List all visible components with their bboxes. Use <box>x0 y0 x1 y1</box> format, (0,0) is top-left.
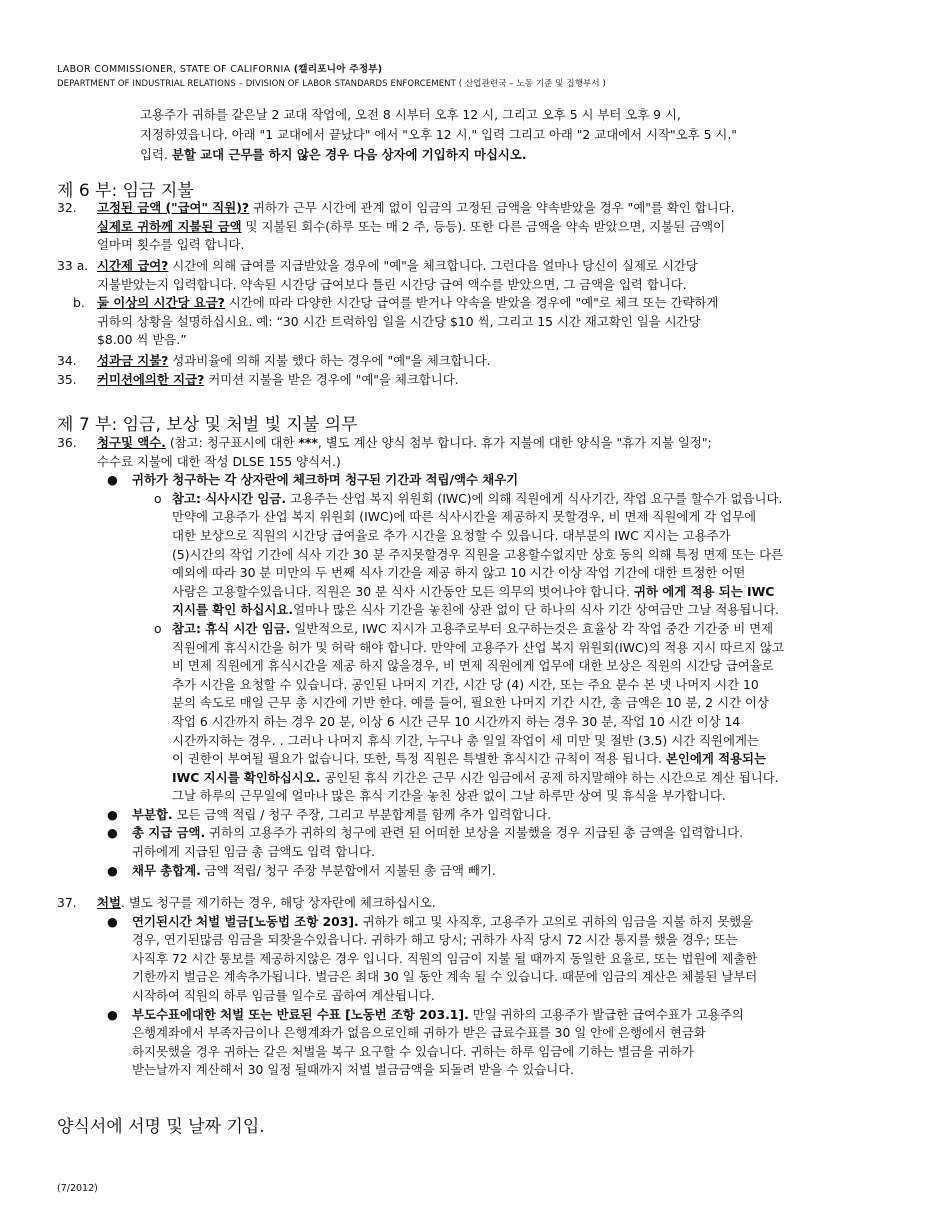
bullet-text: 귀하의 고용주가 귀하의 청구에 관련 된 어떠한 보상을 지불했을 경우 지급된 총 금액을 입력합니다. <box>205 825 744 841</box>
item-35 <box>57 371 907 390</box>
item-text: 시간에 따라 다양한 시간당 급여를 받거나 약속을 받았을 경우에 "예"로 체크 또는 간략하게 <box>224 295 719 310</box>
sub-item-text: 예외에 따라 30 분 미만의 두 번째 식사 기간을 제공 하지 않고 10 시간 이상 작업 기간에 대한 트정한 어떤 <box>172 565 746 581</box>
bullet-label: 연기된시간 처벌 벌금[노동법 조항 203]. <box>132 913 359 929</box>
sub-item-text: 얼마나 많은 식사 기간을 놓친에 상관 없이 단 하나의 식사 기간 상여금만 그날 적용됩니다. <box>293 602 780 618</box>
item-text: . 별도 청구를 제기하는 경우, 해당 상자란에 체크하십시오. <box>120 895 436 910</box>
bullet-text: 귀하가 해고 및 사직후, 고용주가 고의로 귀하의 임금을 지불 하지 못했을 <box>358 913 754 929</box>
revision-date: (7/2012) <box>57 1183 98 1194</box>
item-number: b. <box>73 295 85 310</box>
sub-item-text: 시간까지하는 경우. . 그러나 나머지 휴식 기간, 누구나 총 일일 작업이 세 미만 및 절반 (3.5) 시간 직원에게는 <box>172 732 759 748</box>
circle-bullet-icon: o <box>154 490 162 506</box>
sub-item-text: 공인된 휴식 기간은 근무 시간 임금에서 공제 하지말해야 하는 시간으로 계산 됩니다. <box>320 769 779 785</box>
item-number: 37. <box>57 895 77 910</box>
bullet-item-waiting-time <box>97 913 907 1006</box>
header-department <box>57 77 606 89</box>
item-number: 33 a. <box>57 258 89 273</box>
header-agency-en: LABOR COMMISSIONER, STATE OF CALIFORNIA <box>57 64 291 75</box>
sub-item-text: 직원에게 휴식시간을 허가 및 허락 해야 합니다. 만약에 고용주가 산업 복지 위원회(IWC)의 적용 지시 따르지 않고 <box>172 639 784 655</box>
item-33a <box>57 257 907 294</box>
bullet-text: 하지못했을 경우 귀하는 같은 처벌을 복구 요구할 수 있습니다. 귀하는 하루 임금에 기하는 벌금을 귀하가 <box>132 1043 694 1059</box>
bullet-text: 받는날까지 계산해서 30 일정 될때까지 처벌 벌금금액을 되돌려 받을 수 있습니다. <box>132 1062 575 1078</box>
bullet-label: 총 지급 금액. <box>132 825 206 841</box>
item-text: 귀하가 근무 시간에 관계 없이 임금의 고정된 금액을 약속받았을 경우 "예"를 확인 합니다. <box>249 200 735 215</box>
header-dept-ko: ( 산업관련국 – 노동 기준 및 집행부서 ) <box>458 79 606 89</box>
item-32 <box>57 199 907 255</box>
item-33b <box>57 294 907 350</box>
bullet-icon: ● <box>107 472 118 488</box>
bullet-text: 만일 귀하의 고용주가 발급한 급여수표가 고용주의 <box>468 1006 744 1022</box>
header-dept-en: DEPARTMENT OF INDUSTRIAL RELATIONS – DIVISION OF LABOR STANDARDS ENFORCEMENT <box>57 79 456 89</box>
sub-item-bold: 본인에게 적용되는 <box>665 751 766 767</box>
item-number: 35. <box>57 372 77 387</box>
item-label: 성과금 지불? <box>97 353 169 368</box>
part7-heading: 제 7 부: 임금, 보상 및 처벌 빛 지불 의무 <box>57 415 358 435</box>
item-text: 지불받았는지 입력합니다. 약속된 시간당 급여보다 틀린 시간당 급여 액수를 받았으면, 그 금액을 입력 합니다. <box>97 276 687 292</box>
intro-bold-note: 분할 교대 근무를 하지 않은 경우 다음 상자에 기입하지 마십시오. <box>171 147 527 162</box>
item-text: 및 지불된 회수(하루 또는 매 2 주, 등등). 또한 다른 금액을 약속 받았으면, 지불된 금액이 <box>241 218 726 234</box>
item-label: 고정된 금액 ("급여" 직원)? <box>97 200 250 215</box>
bullet-icon: ● <box>107 862 118 878</box>
sub-item-text: 그날 하루의 근무일에 얼마나 많은 휴식 기간을 놓친 상관 없이 그날 하루만 상여 및 휴식을 부가합니다. <box>172 788 726 804</box>
item-number: 32. <box>57 200 77 215</box>
bullet-item <box>97 471 907 806</box>
sub-item-text: 추가 시간을 요청할 수 있습니다. 공인된 나머지 기간, 시간 당 (4) 시간, 또는 주요 분수 본 넷 나머지 시간 10 <box>172 676 759 692</box>
bullet-text: 경우, 연기된많큼 임금을 되찾을수있읍니다. 귀하가 해고 당시; 귀하가 사직 당시 72 시간 통지를 했을 경우; 또는 <box>132 932 738 948</box>
item-36 <box>57 434 907 880</box>
item-label: 커미션에의한 지급? <box>97 372 205 387</box>
bullet-text: 금액 적립/ 청구 주장 부분합에서 지불된 총 금액 빼기. <box>200 862 496 878</box>
bullet-item-debt-total <box>97 862 907 881</box>
intro-line: 지정하였읍니다. 아래 "1 교대에서 끝났다" 에서 "오후 12 시." 입력 그리고 아래 "2 교대에서 시작"오후 5 시." <box>140 127 738 142</box>
bullet-text: 귀하에게 지급된 임금 총 금액도 입력 합니다. <box>132 844 376 860</box>
bullet-item-total-paid <box>97 824 907 861</box>
bullet-icon: ● <box>107 1006 118 1022</box>
intro-paragraph <box>140 105 900 165</box>
item-text: 커미션 지불을 받은 경우에 "예"을 체크합니다. <box>204 372 459 387</box>
bullet-icon: ● <box>107 825 118 841</box>
item-number: 36. <box>57 435 77 450</box>
sub-item-text: 분의 속도로 매일 근무 총 시간에 기반 한다. 예를 들어, 필요한 나머지 기간 시간, 총 금액은 10 분, 2 시간 이상 <box>172 695 769 711</box>
item-34 <box>57 352 907 371</box>
item-text: 수수료 지불에 대한 작성 DLSE 155 양식서.) <box>97 453 341 469</box>
sub-item-bold: 지시를 확인 하십시요. <box>172 602 294 618</box>
bullet-label: 부도수표에대한 처벌 또는 반료된 수표 [노동번 조항 203.1]. <box>132 1006 469 1022</box>
item-number: 34. <box>57 353 77 368</box>
sub-item-bold: 귀하 에게 적용 되는 IWC <box>633 583 775 599</box>
item-text: 귀하의 상황을 설명하십시요. 예: “30 시간 트럭하임 일을 시간당 $10 씩, 그리고 15 시간 재고확인 일을 시간당 <box>97 313 701 329</box>
bullet-icon: ● <box>107 806 118 822</box>
bullet-text: 시작하여 직원의 하루 임금률 일수로 곱하여 계산됩니다. <box>132 987 435 1003</box>
item-bold-text: 실제로 귀하께 지불된 금액 <box>97 218 242 234</box>
bullet-text: 기한까지 벌금은 계속추가됩니다. 벌금은 최대 30 일 동안 계속 될 수 있습니다. 때문에 임금의 계산은 체불된 날부터 <box>132 969 758 985</box>
sub-item-text: (5)시간의 작업 기간에 식사 기간 30 분 주지못할경우 직원을 고용할수없지만 상호 동의 의해 특정 면제 또는 다른 <box>172 546 784 562</box>
bullet-item-bad-check <box>97 1006 907 1080</box>
bullet-text: 사직후 72 시간 통보를 제공하지않은 경우 입니다. 직원의 임금이 지불 될 때까지 동일한 요율로, 또는 법원에 제출한 <box>132 950 758 966</box>
sub-item-text: 작업 6 시간까지 하는 경우 20 분, 이상 6 시간 근무 10 시간까지 하는 경우 30 분, 작업 10 시간 이상 14 <box>172 713 741 729</box>
intro-line <box>140 145 900 165</box>
item-text: 얼마며 횟수를 입력 합니다. <box>97 237 245 253</box>
circle-bullet-icon: o <box>154 620 162 636</box>
item-text: , 별도 계산 양식 첨부 합니다. 휴가 지불에 대한 양식을 "휴가 지불 일정"; <box>317 435 712 450</box>
item-label: 시간제 급여? <box>97 258 169 273</box>
sub-item-label: 참고: 휴식 시간 임금. <box>172 620 291 636</box>
intro-line: 고용주가 귀하를 같은날 2 교대 작업에, 오전 8 시부터 오후 12 시, 그리고 오후 5 시 부터 오후 9 시, <box>140 107 681 122</box>
intro-text: 입력. <box>140 147 168 162</box>
bullet-text: 은행계좌에서 부족자금이나 은행계좌가 없음으로인해 귀하가 받은 급료수표를 30 일 안에 은행에서 현금화 <box>132 1025 706 1041</box>
item-label: 둘 이상의 시간당 요금? <box>97 295 225 310</box>
part6-heading: 제 6 부: 임금 지불 <box>57 181 194 201</box>
sub-item-text: 사람은 고용할수있읍니다. 직원은 30 분 식사 시간동안 모든 의무의 벗어나야 합니다. <box>172 583 634 599</box>
item-text: 성과비율에 의해 지불 했다 하는 경우에 "예"을 체크합니다. <box>168 353 491 368</box>
sub-item-text: 이 권한이 부여될 필요가 없습니다. 또한, 특정 직원은 특별한 휴식시간 규칙이 적용 됩니다. <box>172 751 666 767</box>
bullet-label: 부분합. <box>132 806 173 822</box>
sub-item-rest <box>97 620 907 806</box>
bullet-icon: ● <box>107 913 118 929</box>
item-text: (참고: 청구표시에 대한 <box>165 435 299 450</box>
item-label: 처벌 <box>97 895 121 910</box>
sub-item-bold: IWC 지시를 확인하십시오. <box>172 769 321 785</box>
bullet-item-subtotal <box>97 806 907 825</box>
item-text: $8.00 씩 받음.” <box>97 332 187 348</box>
bullet-text: 모든 금액 적립 / 청구 주장, 그리고 부분합계를 함께 추가 입력합니다. <box>172 806 552 822</box>
item-text: 시간에 의해 급여를 지급받았을 경우에 "예"을 체크합니다. 그런다음 얼마나 당신이 실제로 시간당 <box>168 258 698 273</box>
sub-item-text: 고용주는 산업 복지 위원회 (IWC)에 의해 직원에게 식사기간, 작업 요구를 할수가 없읍니다. <box>286 490 783 506</box>
stars-marker: *** <box>298 435 318 450</box>
sub-item-meal <box>97 490 907 620</box>
sub-item-text: 만약에 고용주가 산업 복지 위원회 (IWC)에 따른 식사시간을 제공하지 못할경우, 비 면제 직원에게 각 업무에 <box>172 509 757 525</box>
header-agency <box>57 61 382 75</box>
sub-item-text: 대한 보상으로 직원의 시간당 급여율로 추가 시간을 요청할 수 있읍니다. 대부분의 IWC 지시는 고용주가 <box>172 527 731 543</box>
sub-item-text: 비 면제 직원에게 휴식시간을 제공 하지 않을경우, 비 면제 직원에게 업무에 대한 보상은 직원의 시간당 급여율로 <box>172 658 774 674</box>
bullet-text: 귀하가 청구하는 각 상자란에 체크하며 청구된 기간과 적립/액수 채우기 <box>132 472 519 488</box>
sub-item-label: 참고: 식사시간 임금. <box>172 490 287 506</box>
sub-item-text: 일반적으로, IWC 지시가 고용주로부터 요구하는것은 효율상 각 작업 중간 기간중 비 면제 <box>290 620 774 636</box>
item-37 <box>57 894 907 1080</box>
sign-and-date-heading: 양식서에 서명 및 날짜 기입. <box>57 1117 265 1137</box>
item-label: 청구및 액수. <box>97 435 166 450</box>
header-agency-ko: (캘리포니아 주정부) <box>293 64 383 75</box>
bullet-label: 채무 총합계. <box>132 862 201 878</box>
